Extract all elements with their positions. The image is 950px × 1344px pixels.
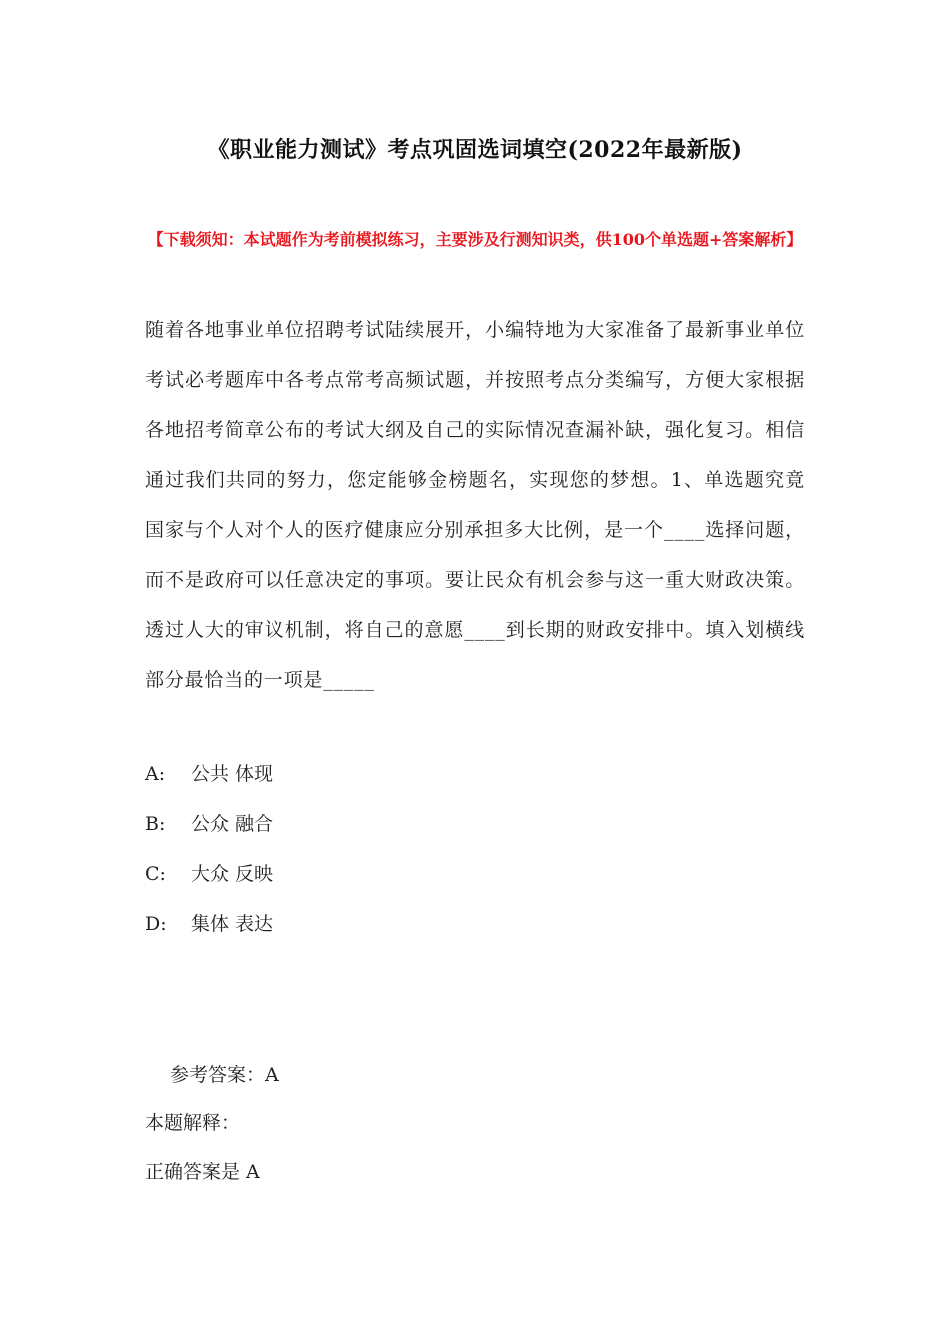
option-text: 公众 融合 — [191, 813, 274, 835]
question-body: 随着各地事业单位招聘考试陆续展开，小编特地为大家准备了最新事业单位考试必考题库中各考点常考高频试题，并按照考点分类编写，方便大家根据各地招考简章公布的考试大纲及自己的实际情况查漏补缺，强化复习。相信通过我们共同的努力，您定能够金榜题名，实现您的梦想。1、单选题究竟国家与个人对个人的医疗健康应分别承担多大比例，是一个____选择问题，而不是政府可以任意决定的事项。要让民众有机会参与这一重大财政决策。透过人大的审议机制，将自己的意愿____到长期的财政安排中。填入划横线部分最恰当的一项是_____ — [145, 319, 805, 691]
option-a — [145, 749, 745, 799]
download-notice: 【下载须知：本试题作为考前模拟练习，主要涉及行测知识类，供100个单选题+答案解析】 — [147, 230, 803, 249]
option-letter: A: — [145, 763, 166, 785]
option-b — [145, 799, 745, 849]
correct-answer: 正确答案是 A — [145, 1161, 260, 1183]
option-letter: C: — [145, 863, 166, 885]
option-letter: B: — [145, 813, 166, 835]
option-text: 大众 反映 — [191, 863, 274, 885]
option-text: 集体 表达 — [191, 913, 274, 935]
option-text: 公共 体现 — [191, 763, 274, 785]
explanation-label: 本题解释： — [145, 1112, 241, 1134]
reference-answer: 参考答案：A — [170, 1064, 279, 1086]
option-letter: D: — [145, 913, 167, 935]
option-d — [145, 899, 745, 949]
answer-options — [145, 749, 745, 949]
document-title: 《职业能力测试》考点巩固选词填空(2022年最新版) — [207, 137, 743, 163]
option-c — [145, 849, 745, 899]
